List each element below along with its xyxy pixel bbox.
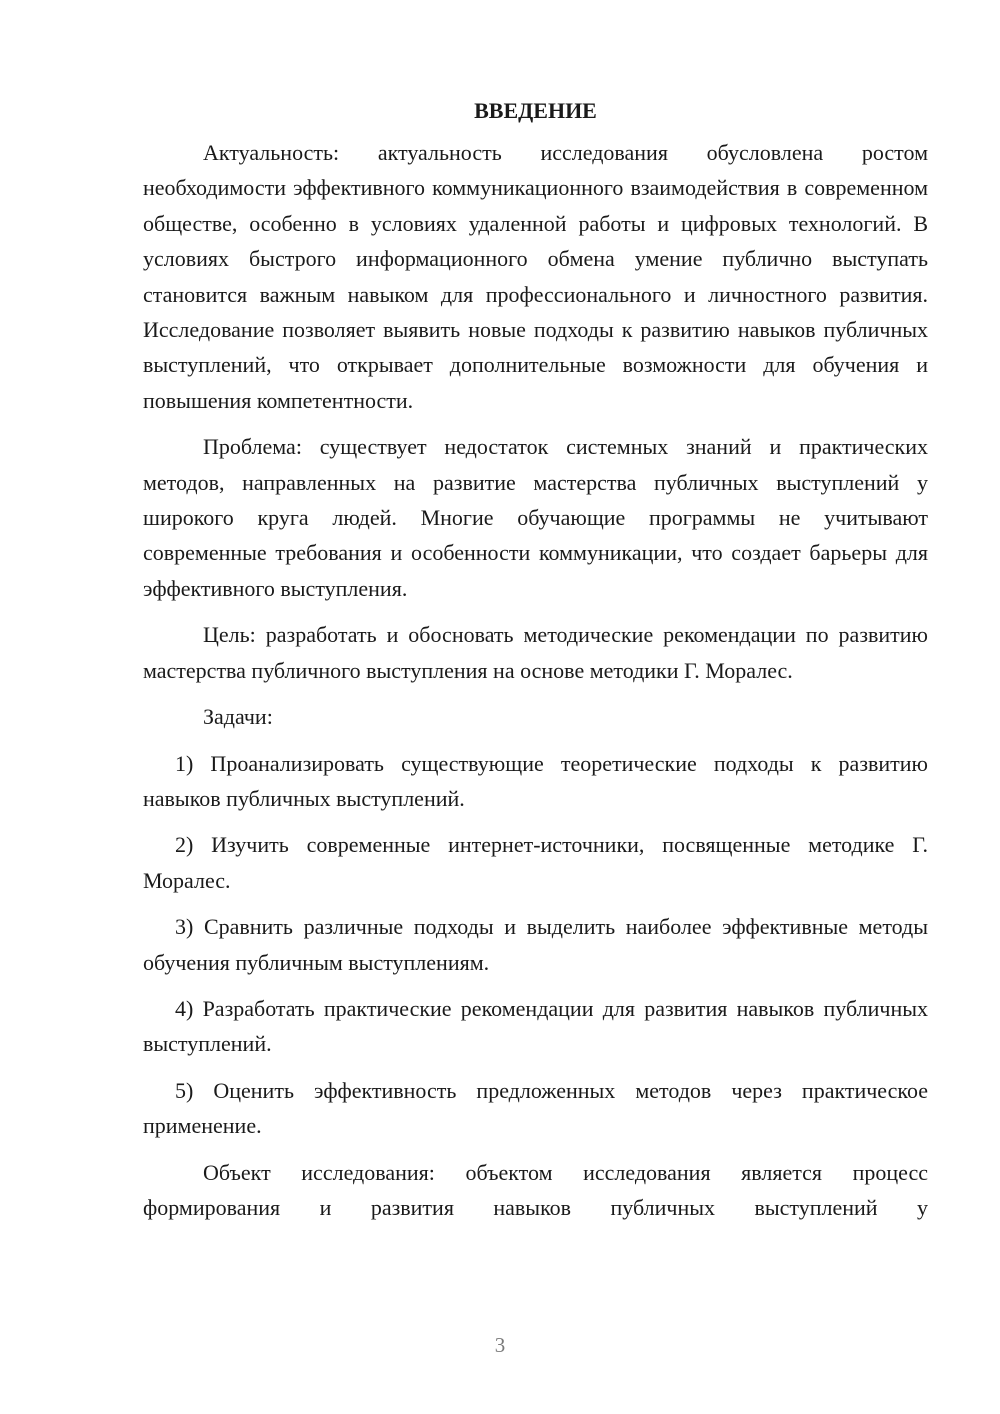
- task-item-4: 4) Разработать практические рекомендации для развития навыков публичных выступлений.: [143, 995, 928, 1057]
- task-item-2: 2) Изучить современные интернет-источники, посвященные методике Г. Моралес.: [143, 832, 928, 893]
- document-page: [143, 96, 928, 1236]
- tasks-heading: Задачи:: [203, 704, 273, 730]
- object-paragraph: Объект исследования: объектом исследования является процесс формирования и развития навыков публичных выступлений у: [143, 1159, 928, 1220]
- problem-paragraph: Проблема: существует недостаток системных знаний и практических методов, направленных на развитие мастерства публичных выступлений у широкого круга людей. Многие обучающие программы не учитывают современные требования и особенности коммуникации, что создает барьеры для эффективного выступления.: [143, 434, 928, 601]
- task-item-3: 3) Сравнить различные подходы и выделить наиболее эффективные методы обучения публичным выступлениям.: [143, 914, 928, 975]
- task-item-1: 1) Проанализировать существующие теоретические подходы к развитию навыков публичных выступлений.: [143, 750, 928, 811]
- task-item-5: 5) Оценить эффективность предложенных методов через практическое применение.: [143, 1077, 928, 1139]
- relevance-paragraph: Актуальность: актуальность исследования обусловлена ростом необходимости эффективного коммуникационного взаимодействия в современном обществе, особенно в условиях удаленной работы и цифровых технологий. В условиях быстрого информационного обмена умение публично выступать становится важным навыком для профессионального и личностного развития. Исследование позволяет выявить новые подходы к развитию навыков публичных выступлений, что открывает дополнительные возможности для обучения и повышения компетентности.: [143, 140, 928, 413]
- section-title: ВВЕДЕНИЕ: [474, 98, 597, 123]
- page-number: 3: [494, 1333, 506, 1357]
- goal-paragraph: Цель: разработать и обосновать методические рекомендации по развитию мастерства публичного выступления на основе методики Г. Моралес.: [143, 622, 928, 683]
